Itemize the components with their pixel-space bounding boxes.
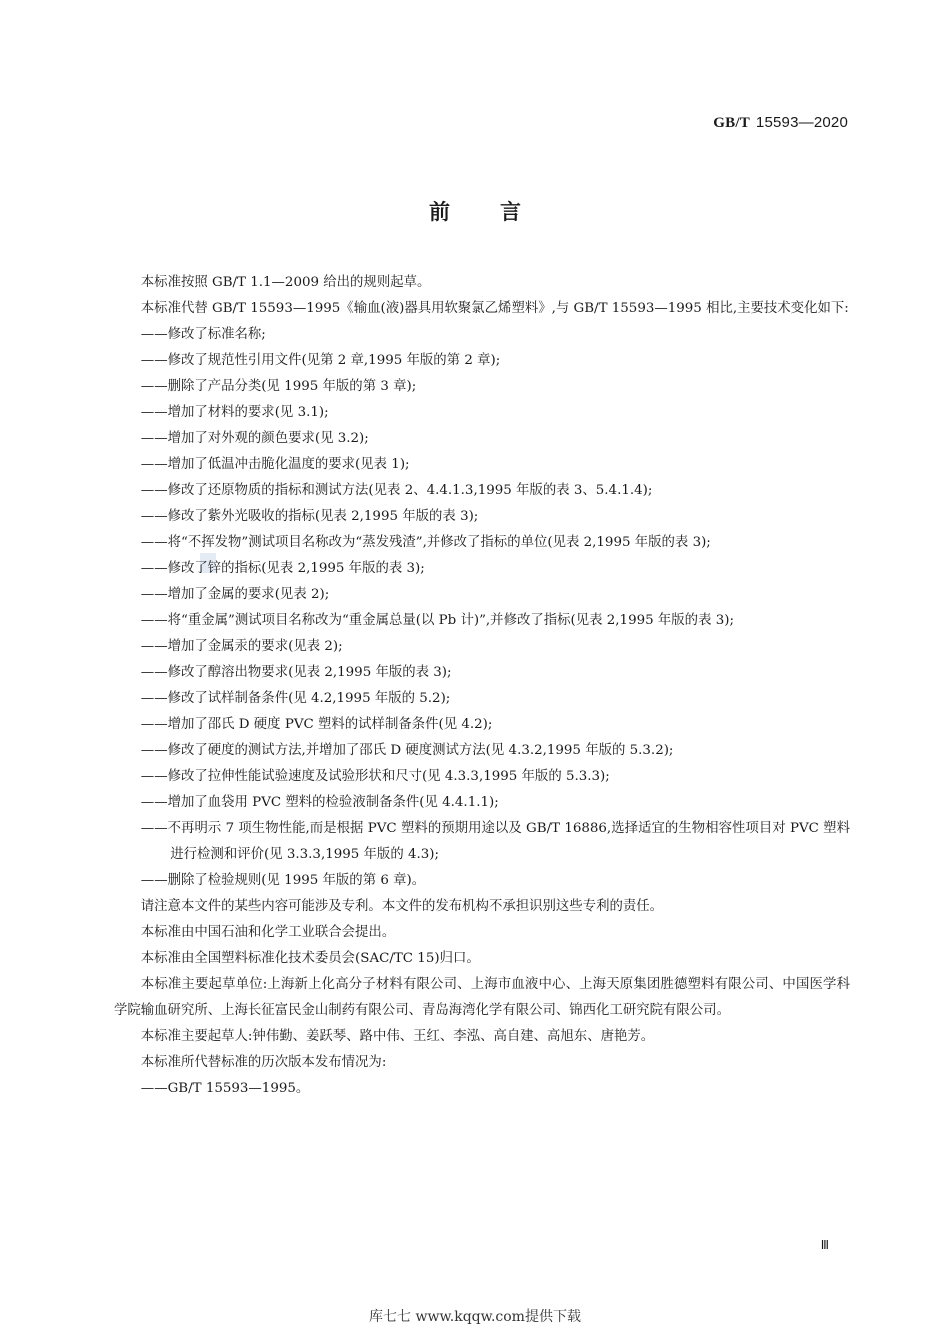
drafting-units-paragraph: 本标准主要起草单位:上海新上化高分子材料有限公司、上海市血液中心、上海天原集团胜德塑料有限公司、中国医学科学院输血研究所、上海长征富民金山制药有限公司、青岛海湾化学有限公司、锦西化工研究院有限公司。: [114, 977, 850, 1018]
change-item: ——增加了血袋用 PVC 塑料的检验液制备条件(见 4.4.1.1);: [140, 795, 499, 810]
footer-watermark: 库七七 www.kqqw.com提供下载: [369, 1309, 581, 1325]
history-item: ——GB/T 15593—1995。: [140, 1081, 310, 1096]
change-item: ——不再明示 7 项生物性能,而是根据 PVC 塑料的预期用途以及 GB/T 16886,选择适宜的生物相容性项目对 PVC 塑料进行检测和评价(见 3.3.3,1995 年版的 4.3);: [140, 821, 850, 862]
change-item: ——修改了硬度的测试方法,并增加了邵氏 D 硬度测试方法(见 4.3.2,1995 年版的 5.3.2);: [140, 743, 674, 758]
page-number: Ⅲ: [820, 1238, 829, 1252]
change-item: ——增加了金属汞的要求(见表 2);: [140, 639, 343, 654]
change-item: ——修改了还原物质的指标和测试方法(见表 2、4.4.1.3,1995 年版的表 3、5.4.1.4);: [140, 483, 653, 498]
committee-paragraph: 本标准由全国塑料标准化技术委员会(SAC/TC 15)归口。: [140, 951, 480, 966]
change-item: ——修改了醇溶出物要求(见表 2,1995 年版的表 3);: [140, 665, 452, 680]
change-item: ——修改了紫外光吸收的指标(见表 2,1995 年版的表 3);: [140, 509, 479, 524]
change-item: ——修改了规范性引用文件(见第 2 章,1995 年版的第 2 章);: [140, 353, 501, 368]
document-code-prefix: GB/T: [713, 115, 750, 131]
change-item: ——增加了低温冲击脆化温度的要求(见表 1);: [140, 457, 410, 472]
page-title: 前言: [429, 200, 571, 224]
change-item: ——将“不挥发物”测试项目名称改为“蒸发残渣”,并修改了指标的单位(见表 2,1995 年版的表 3);: [140, 535, 711, 550]
intro-paragraph: 本标准按照 GB/T 1.1—2009 给出的规则起草。: [140, 275, 431, 290]
document-code: [713, 113, 848, 132]
intro-paragraph: 本标准代替 GB/T 15593—1995《输血(液)器具用软聚氯乙烯塑料》,与 GB/T 15593—1995 相比,主要技术变化如下:: [140, 301, 849, 316]
change-item: ——修改了标准名称;: [140, 327, 266, 342]
change-item: ——修改了拉伸性能试验速度及试验形状和尺寸(见 4.3.3,1995 年版的 5.3.3);: [140, 769, 610, 784]
change-item: ——增加了金属的要求(见表 2);: [140, 587, 330, 602]
history-intro-paragraph: 本标准所代替标准的历次版本发布情况为:: [140, 1055, 387, 1070]
change-item: ——增加了对外观的颜色要求(见 3.2);: [140, 431, 369, 446]
change-item: ——增加了邵氏 D 硬度 PVC 塑料的试样制备条件(见 4.2);: [140, 717, 493, 732]
document-body: [114, 270, 850, 1102]
change-item: ——删除了检验规则(见 1995 年版的第 6 章)。: [140, 873, 426, 888]
change-item: ——修改了锌的指标(见表 2,1995 年版的表 3);: [140, 561, 425, 576]
change-item: ——修改了试样制备条件(见 4.2,1995 年版的 5.2);: [140, 691, 451, 706]
document-code-number: 15593—2020: [755, 114, 848, 131]
drafters-paragraph: 本标准主要起草人:钟伟勤、姜跃琴、路中伟、王红、李泓、高自建、高旭东、唐艳芳。: [140, 1029, 655, 1044]
proposer-paragraph: 本标准由中国石油和化学工业联合会提出。: [140, 925, 396, 940]
patent-notice: 请注意本文件的某些内容可能涉及专利。本文件的发布机构不承担识别这些专利的责任。: [140, 899, 664, 914]
change-item: ——删除了产品分类(见 1995 年版的第 3 章);: [140, 379, 417, 394]
change-item: ——增加了材料的要求(见 3.1);: [140, 405, 329, 420]
change-item: ——将“重金属”测试项目名称改为“重金属总量(以 Pb 计)”,并修改了指标(见表 2,1995 年版的表 3);: [140, 613, 734, 628]
